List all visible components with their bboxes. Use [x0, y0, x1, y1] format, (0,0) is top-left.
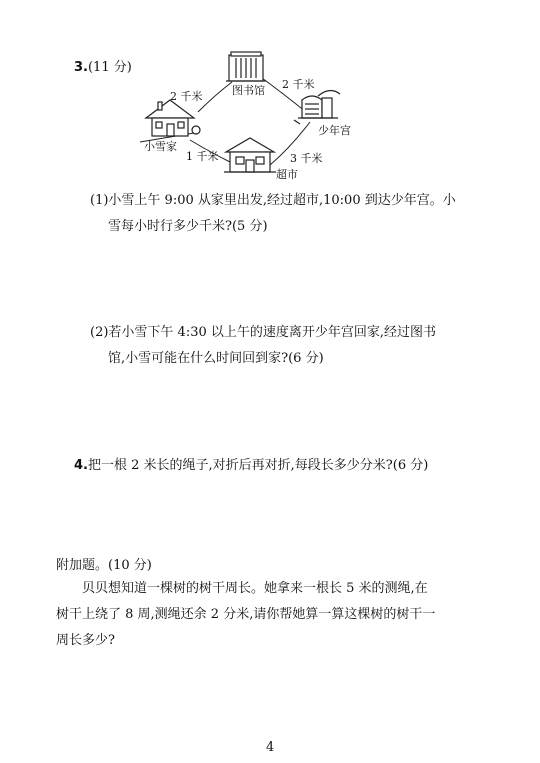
distance-home-library: 2 千米 — [170, 90, 203, 103]
question-3-part-1-line-1: (1)小雪上午 9:00 从家里出发,经过超市,10:00 到达少年宫。小 — [90, 193, 456, 208]
youth-palace-label: 少年宫 — [318, 124, 351, 137]
supermarket-icon — [224, 138, 276, 172]
question-3-part-2 — [90, 320, 436, 372]
question-3-part-2-line-1: (2)若小雪下午 4:30 以上午的速度离开少年宫回家,经过图书 — [90, 325, 437, 340]
bonus-line-2: 树干上绕了 8 周,测绳还余 2 分米,请你帮她算一算这棵树的树干一 — [56, 607, 436, 622]
house-icon — [146, 100, 200, 136]
bonus-question — [56, 576, 435, 654]
distance-home-supermarket: 1 千米 — [186, 150, 219, 163]
question-3-number: 3. — [74, 60, 88, 75]
bonus-line-1: 贝贝想知道一棵树的树干周长。她拿来一根长 5 米的测绳,在 — [82, 581, 428, 596]
library-icon — [226, 52, 266, 81]
question-4 — [74, 454, 428, 473]
home-label: 小雪家 — [144, 140, 177, 153]
supermarket-label: 超市 — [276, 168, 298, 181]
youth-palace-icon — [294, 90, 340, 124]
question-3-part-2-line-2: 馆,小雪可能在什么时间回到家?(6 分) — [108, 351, 324, 366]
bonus-line-3: 周长多少? — [56, 633, 115, 648]
question-4-number: 4. — [74, 458, 88, 473]
page-number: 4 — [266, 740, 275, 755]
route-home-library — [198, 82, 232, 112]
distance-library-palace: 2 千米 — [282, 78, 315, 91]
question-3-part-1 — [90, 188, 456, 240]
bonus-title: 附加题。(10 分) — [56, 558, 152, 573]
distance-supermarket-palace: 3 千米 — [290, 152, 323, 165]
question-4-text: 把一根 2 米长的绳子,对折后再对折,每段长多少分米?(6 分) — [87, 458, 429, 473]
question-3-part-1-line-2: 雪每小时行多少千米?(5 分) — [108, 219, 268, 234]
question-3-points: (11 分) — [87, 60, 132, 75]
library-label: 图书馆 — [232, 84, 265, 97]
